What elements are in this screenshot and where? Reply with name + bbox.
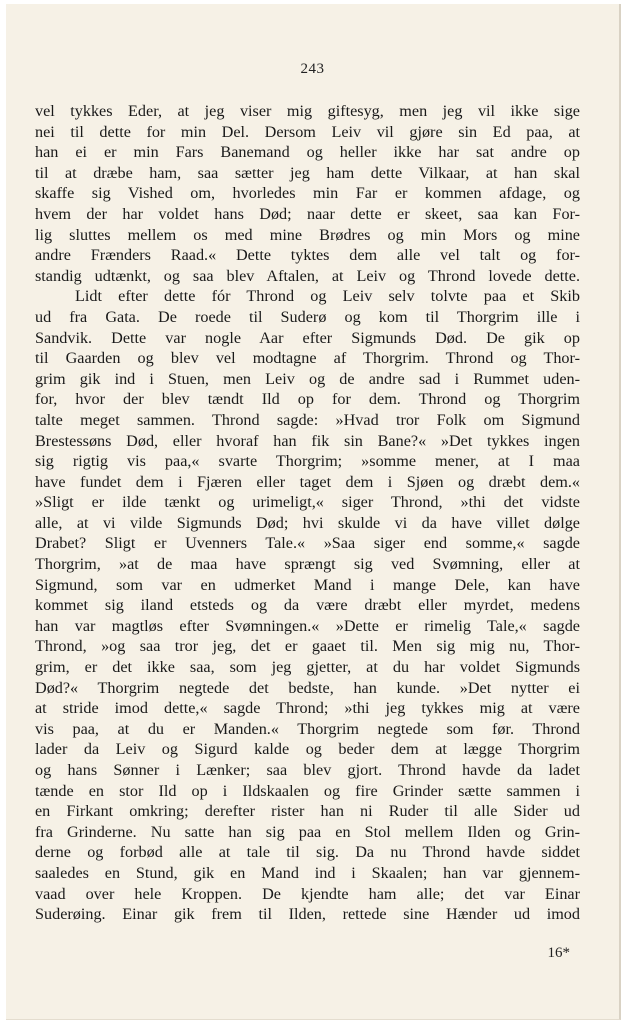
text-line: vis paa, at du er Manden.« Thorgrim negtede som før. Thrond	[35, 719, 580, 738]
text-line: lader da Leiv og Sigurd kalde og beder dem at lægge Thorgrim	[35, 740, 580, 759]
text-line: og hans Sønner i Lænker; saa blev gjort. Thrond havde da ladet	[35, 761, 580, 779]
text-line: Sigmund, som var en udmerket Mand i mange Dele, kan have	[35, 575, 580, 594]
text-line: tænde en stor Ild op i Ildskaalen og fire Grinder sætte sammen i	[35, 781, 580, 800]
text-line: Død?« Thorgrim negtede det bedste, han kunde. »Det nytter ei	[35, 678, 580, 697]
text-line: nei til dette for min Del. Dersom Leiv vil gjøre sin Ed paa, at	[35, 122, 580, 141]
text-line: alle, at vi vilde Sigmunds Død; hvi skulde vi da have villet dølge	[35, 513, 580, 532]
text-line: hvem der har voldet hans Død; naar dette er skeet, saa kan For-	[35, 204, 580, 223]
text-line: grim, er det ikke saa, som jeg gjetter, at du har voldet Sigmunds	[35, 658, 580, 677]
text-line: Sandvik. Dette var nogle Aar efter Sigmunds Død. De gik op	[35, 328, 580, 347]
body-text	[35, 101, 580, 925]
text-line: fra Grinderne. Nu satte han sig paa en Stol mellem Ilden og Grin-	[35, 822, 580, 841]
text-line: Thrond, »og saa tror jeg, det er gaaet til. Men sig mig nu, Thor-	[35, 637, 580, 656]
text-line: andre Frænders Raad.« Dette tyktes dem alle vel talt og for-	[35, 246, 580, 265]
text-line: derne og forbød alle at tale til sig. Da nu Thrond havde siddet	[35, 843, 580, 862]
text-line: saaledes en Stund, gik en Mand ind i Skaalen; han var gjennem-	[35, 863, 580, 882]
text-line: talte meget sammen. Thrond sagde: »Hvad tror Folk om Sigmund	[35, 410, 580, 429]
text-line: at stride imod dette,« sagde Thrond; »thi jeg tykkes mig at være	[35, 699, 580, 718]
text-line: han ei er min Fars Banemand og heller ikke har sat andre op	[35, 143, 580, 162]
text-line: sig rigtig vis paa,« svarte Thorgrim; »somme mener, at I maa	[35, 452, 580, 471]
text-line: Brestessøns Død, eller hvoraf han fik sin Bane?« »Det tykkes ingen	[35, 431, 580, 450]
text-line: Suderøing. Einar gik frem til Ilden, rettede sine Hænder ud imod	[35, 905, 580, 924]
signature-mark: 16*	[547, 945, 570, 961]
text-line: Thorgrim, »at de maa have sprængt sig ved Svømning, eller at	[35, 555, 580, 574]
text-line: til at dræbe ham, saa sætter jeg ham dette Vilkaar, at han skal	[35, 163, 580, 182]
text-line: en Firkant omkring; derefter rister han ni Ruder til alle Sider ud	[35, 802, 580, 821]
text-line: skaffe sig Vished om, hvorledes min Far er kommen afdage, og	[35, 184, 580, 203]
page-number: 243	[300, 61, 325, 77]
text-line: Lidt efter dette fór Thrond og Leiv selv tolvte paa et Skib	[75, 287, 580, 306]
text-line: han var magtløs efter Svømningen.« »Dette er rimelig Tale,« sagde	[35, 616, 580, 635]
text-line: for, hvor der blev tændt Ild op for dem. Thrond og Thorgrim	[35, 390, 580, 409]
text-line: Drabet? Sligt er Uvenners Tale.« »Saa siger end somme,« sagde	[35, 534, 580, 553]
book-page	[6, 4, 621, 1020]
text-line: standig udtænkt, og saa blev Aftalen, at Leiv og Thrond lovede dette.	[35, 266, 580, 285]
text-line: ud fra Gata. De roede til Suderø og kom til Thorgrim ille i	[35, 307, 580, 326]
text-line: til Gaarden og blev vel modtagne af Thorgrim. Thrond og Thor-	[35, 349, 580, 368]
text-line: kommet sig iland etsteds og da være dræbt eller myrdet, medens	[35, 596, 580, 615]
text-line: vel tykkes Eder, at jeg viser mig giftesyg, men jeg vil ikke sige	[35, 102, 580, 120]
text-line: have fundet dem i Fjæren eller taget dem i Sjøen og dræbt dem.«	[35, 472, 580, 491]
text-line: »Sligt er ilde tænkt og urimeligt,« siger Thrond, »thi det vidste	[35, 493, 580, 512]
text-line: vaad over hele Kroppen. De kjendte ham alle; det var Einar	[35, 884, 580, 903]
text-line: lig sluttes mellem os med mine Brødres og min Mors og mine	[35, 225, 580, 244]
text-line: grim gik ind i Stuen, men Leiv og de andre sad i Rummet uden-	[35, 369, 580, 388]
